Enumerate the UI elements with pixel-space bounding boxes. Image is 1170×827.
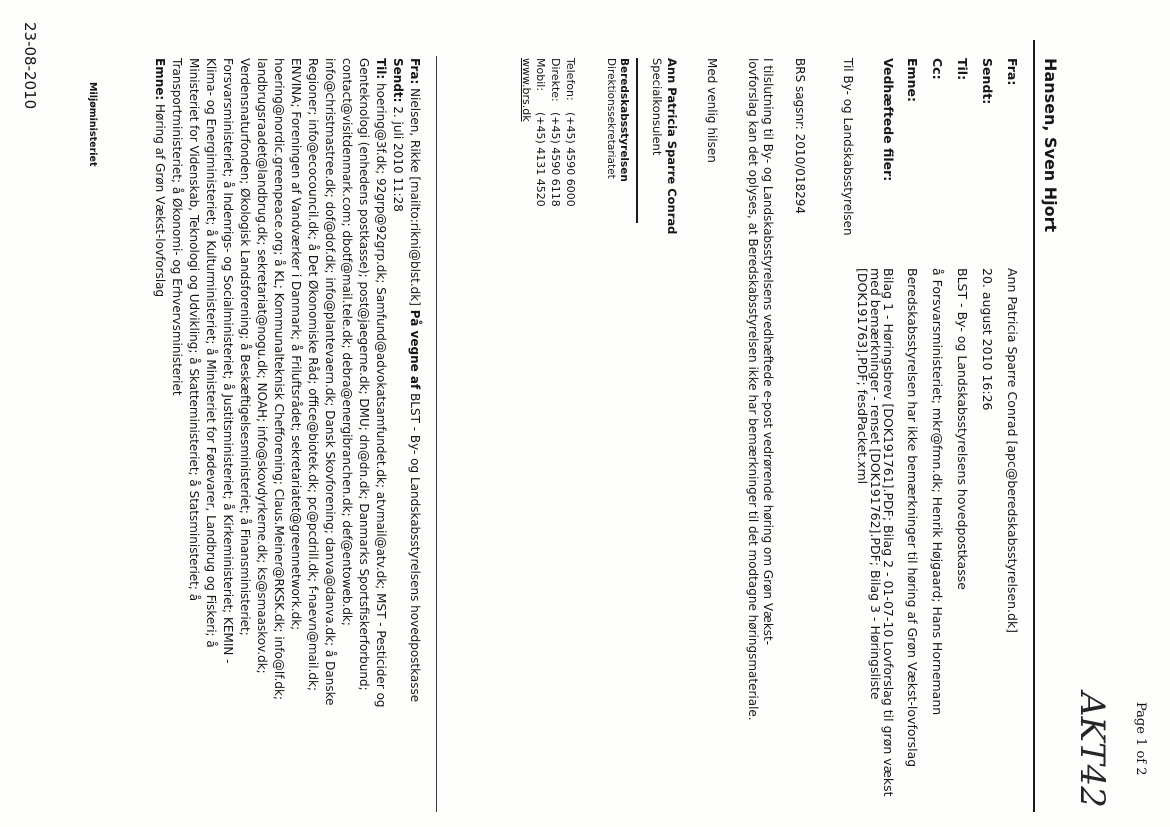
forwarded-to-line <box>373 58 389 708</box>
footer-date: 23-08-2010 <box>21 22 39 110</box>
sent-label: Sendt: <box>980 58 995 105</box>
forwarded-from-label: Fra: <box>408 58 422 85</box>
cc-value: å Forsvarsministeriet; mkr@fmn.dk; Henrik Højgaard; Hans Hornemann <box>930 268 945 716</box>
forwarded-from-value: Nielsen, Rikke [mailto:rikni@blst.dk] <box>408 88 422 306</box>
direct-label: Direkte: <box>549 58 562 102</box>
forwarded-divider <box>436 56 437 812</box>
footer-organization: Miljøministeriet <box>87 82 98 167</box>
from-value: Ann Patricia Sparre Conrad [apc@beredskabsstyrelsen.dk] <box>1005 268 1020 634</box>
from-label: Fra: <box>1005 58 1020 86</box>
recipient-line: Ministeriet for Videnskab, Teknologi og Udvikling; å Skatteministeriet; å Statsministeriet; å <box>187 58 201 602</box>
recipient-line: ENVINA; Foreningen af Vandværker i Danmark; å Friluftsrådet; sekretariatet@greennetwork.dk; <box>289 58 303 631</box>
to-value: BLST - By- og Landskabsstyrelsens hovedpostkasse <box>955 268 970 590</box>
recipient-line: contact@visitdenmark.com; dbotf@mail.tele.dk; debra@energibranchen.dk; def@entoweb.dk; <box>340 58 354 626</box>
cc-label: Cc: <box>930 58 945 80</box>
recipient-line: hoering@3f.dk; 92grp@92grp.dk; Samfund@advokatsamfundet.dk; atvmail@atv.dk; MST - Pesticider og <box>374 83 388 708</box>
recipient-line: landbrugsraadet@landbrug.dk; sekretariat@nogu.dk; NOAH; info@skovdyrkerne.dk; ks@smaaskov.dk; <box>255 58 269 674</box>
sent-value: 20. august 2010 16:26 <box>980 268 995 411</box>
paragraph-line: I tilslutning til By- og Landskabsstyrelsens vedhæftede e-post vedrørende høring om Grøn Vækst- <box>761 58 775 646</box>
paragraph-line: lovforslag kan det oplyses, at Beredskabsstyrelsen ikke har bemærkninger til det modtagne høringsmateriale. <box>746 58 760 721</box>
signature-divider <box>636 58 638 223</box>
forwarded-sent-line <box>390 58 406 212</box>
on-behalf-value: BLST - By- og Landskabsstyrelsens hovedpostkasse <box>408 393 422 703</box>
mobile-label: Mobil: <box>534 58 547 92</box>
attachments-line: Bilag 1 - Høringsbrev [DOK191761].PDF; Bilag 2 - 01-07-10 Lovforslag til grøn vækst <box>881 268 896 797</box>
forwarded-sent-label: Sendt: <box>391 58 405 103</box>
forwarded-subject-label: Emne: <box>153 58 167 101</box>
phone-value: (+45) 4590 6000 <box>564 112 577 207</box>
forwarded-subject-line <box>152 58 168 297</box>
closing: Med venlig hilsen <box>705 58 719 163</box>
signature-department: Direktionssekretariatet <box>605 58 617 179</box>
direct-value: (+45) 4590 6118 <box>549 112 562 207</box>
heading-divider <box>1033 40 1035 812</box>
recipient-line: Klima- og Energiministeriet; å Kulturministeriet; å Ministeriet for Fødevarer, Landbrug og Fiskeri; å <box>204 58 218 648</box>
recipient-line: Transportministeriet; å Økonomi- og Erhvervsministeriet <box>170 58 184 396</box>
recipient-line: Forsvarsministeriet; å Indenrigs- og Socialministeriet; å Justitsministeriet; å Kirkeministeriet; KEMIN - <box>221 58 235 664</box>
forwarded-from-line <box>407 58 423 702</box>
forwarded-to-label: Til: <box>374 58 388 80</box>
forwarded-subject-value: Høring af Grøn Vækst-lovforslag <box>153 104 167 298</box>
recipient-line: info@christmastree.dk; dof@dof.dk; info@plantevaern.dk; Dansk Skovforening; danva@danva.dk; å Danske <box>323 58 337 706</box>
subject-value: Beredskabsstyrelsen har ikke bemærkninger til høring af Grøn Vækst-lovforslag <box>905 268 920 768</box>
recipient-line: hoering@nordic.greenpeace.org; å KL; Kommunalteknisk Chefforening; Claus.Meiner@RKSK.dk; info@lf.dk; <box>272 58 286 700</box>
subject-label: Emne: <box>905 58 920 102</box>
on-behalf-label: På vegne af <box>408 309 422 390</box>
greeting: Til By- og Landskabsstyrelsen <box>841 58 855 236</box>
to-label: Til: <box>955 58 970 81</box>
attachments-line: [DOK191763].PDF; fesdPacket.xml <box>855 268 870 485</box>
attachments-label: Vedhæftede filer: <box>881 58 896 182</box>
signature-name: Ann Patricia Sparre Conrad <box>665 58 679 235</box>
page-indicator: Page 1 of 2 <box>1133 702 1148 776</box>
mobile-value: (+45) 4131 4520 <box>534 112 547 207</box>
case-number: BRS sagsnr: 2010/018294 <box>793 58 807 215</box>
recipient-line: Genteknologi (enhedens postkasse); post@jaegerne.dk; DMU; dn@dn.dk; Danmarks Sportsfiskerforbund; <box>357 58 371 691</box>
signature-organization: Beredskabsstyrelsen <box>618 58 630 182</box>
recipient-line: Verdensnaturfonden; Økologisk Landsforening; å Beskæftigelsesministeriet; å Finansministeriet; <box>238 58 252 636</box>
recipient-line: Regioner; info@ecocouncil.dk; å Det Økonomiske Råd; office@biotek.dk; pc@pcdrill.dk; f-naevn@mail.dk; <box>306 58 320 691</box>
forwarded-sent-value: 2. juli 2010 11:28 <box>391 106 405 212</box>
signature-title: Specialkonsulent <box>650 58 664 156</box>
handwritten-note: AKT42 <box>1072 692 1112 808</box>
phone-label: Telefon: <box>564 58 577 101</box>
attachments-line: med bemærkninger - renset [DOK191762].PDF; Bilag 3 - Høringsliste <box>868 268 883 700</box>
website-link: www.brs.dk <box>520 58 533 122</box>
sender-name-heading: Hansen, Sven Hjort <box>1041 58 1060 233</box>
